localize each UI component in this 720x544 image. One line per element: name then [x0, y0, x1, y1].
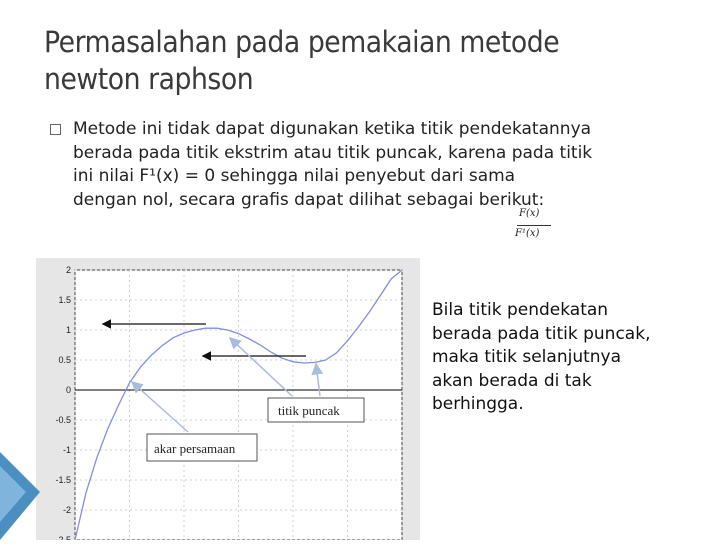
explanation-line: Bila titik pendekatan — [432, 300, 609, 320]
explanation-line: berada pada titik puncak, — [432, 323, 651, 344]
bullet-line: Metode ini tidak dapat digunakan ketika titik pendekatannya — [73, 119, 592, 139]
corner-decoration — [0, 452, 40, 540]
y-tick-label: 0.5 — [58, 355, 71, 365]
y-tick-label: 0 — [65, 385, 71, 395]
chart-svg — [36, 258, 420, 540]
y-tick-label: -1 — [62, 445, 71, 455]
y-tick-label: 2 — [65, 265, 71, 275]
y-tick-label: -1.5 — [55, 475, 71, 485]
y-tick-label: -2 — [62, 505, 71, 515]
formula-denominator: F¹(x) — [515, 228, 540, 239]
explanation-line: maka titik selanjutnya — [432, 347, 622, 367]
root-label: akar persamaan — [154, 441, 236, 456]
peak-label: titik puncak — [278, 403, 340, 418]
bullet-line: dengan nol, secara grafis dapat dilihat sebagai berikut: — [73, 189, 545, 210]
chart-figure — [36, 258, 420, 540]
slide-title-line-1: Permasalahan pada pemakaian metode — [44, 25, 560, 59]
explanation-text — [432, 299, 692, 417]
y-tick-label: -2.5 — [55, 535, 71, 540]
bullet-paragraph — [73, 118, 673, 212]
formula-numerator: F(x) — [519, 208, 540, 219]
explanation-line: berhingga. — [432, 394, 524, 414]
explanation-line: akan berada di tak — [432, 370, 592, 391]
fraction-formula — [515, 208, 555, 244]
fraction-bar — [517, 225, 551, 226]
y-tick-label: -0.5 — [55, 415, 71, 425]
hollow-square-bullet-icon — [50, 124, 61, 135]
bullet-line: ini nilai F¹(x) = 0 sehingga nilai penyebut dari sama — [73, 166, 516, 186]
slide-title — [44, 24, 633, 98]
bullet-line: berada pada titik ekstrim atau titik puncak, karena pada titik — [73, 142, 593, 163]
y-tick-label: 1.5 — [58, 295, 71, 305]
y-tick-label: 1 — [65, 325, 71, 335]
slide-title-line-2: newton raphson — [44, 62, 254, 96]
